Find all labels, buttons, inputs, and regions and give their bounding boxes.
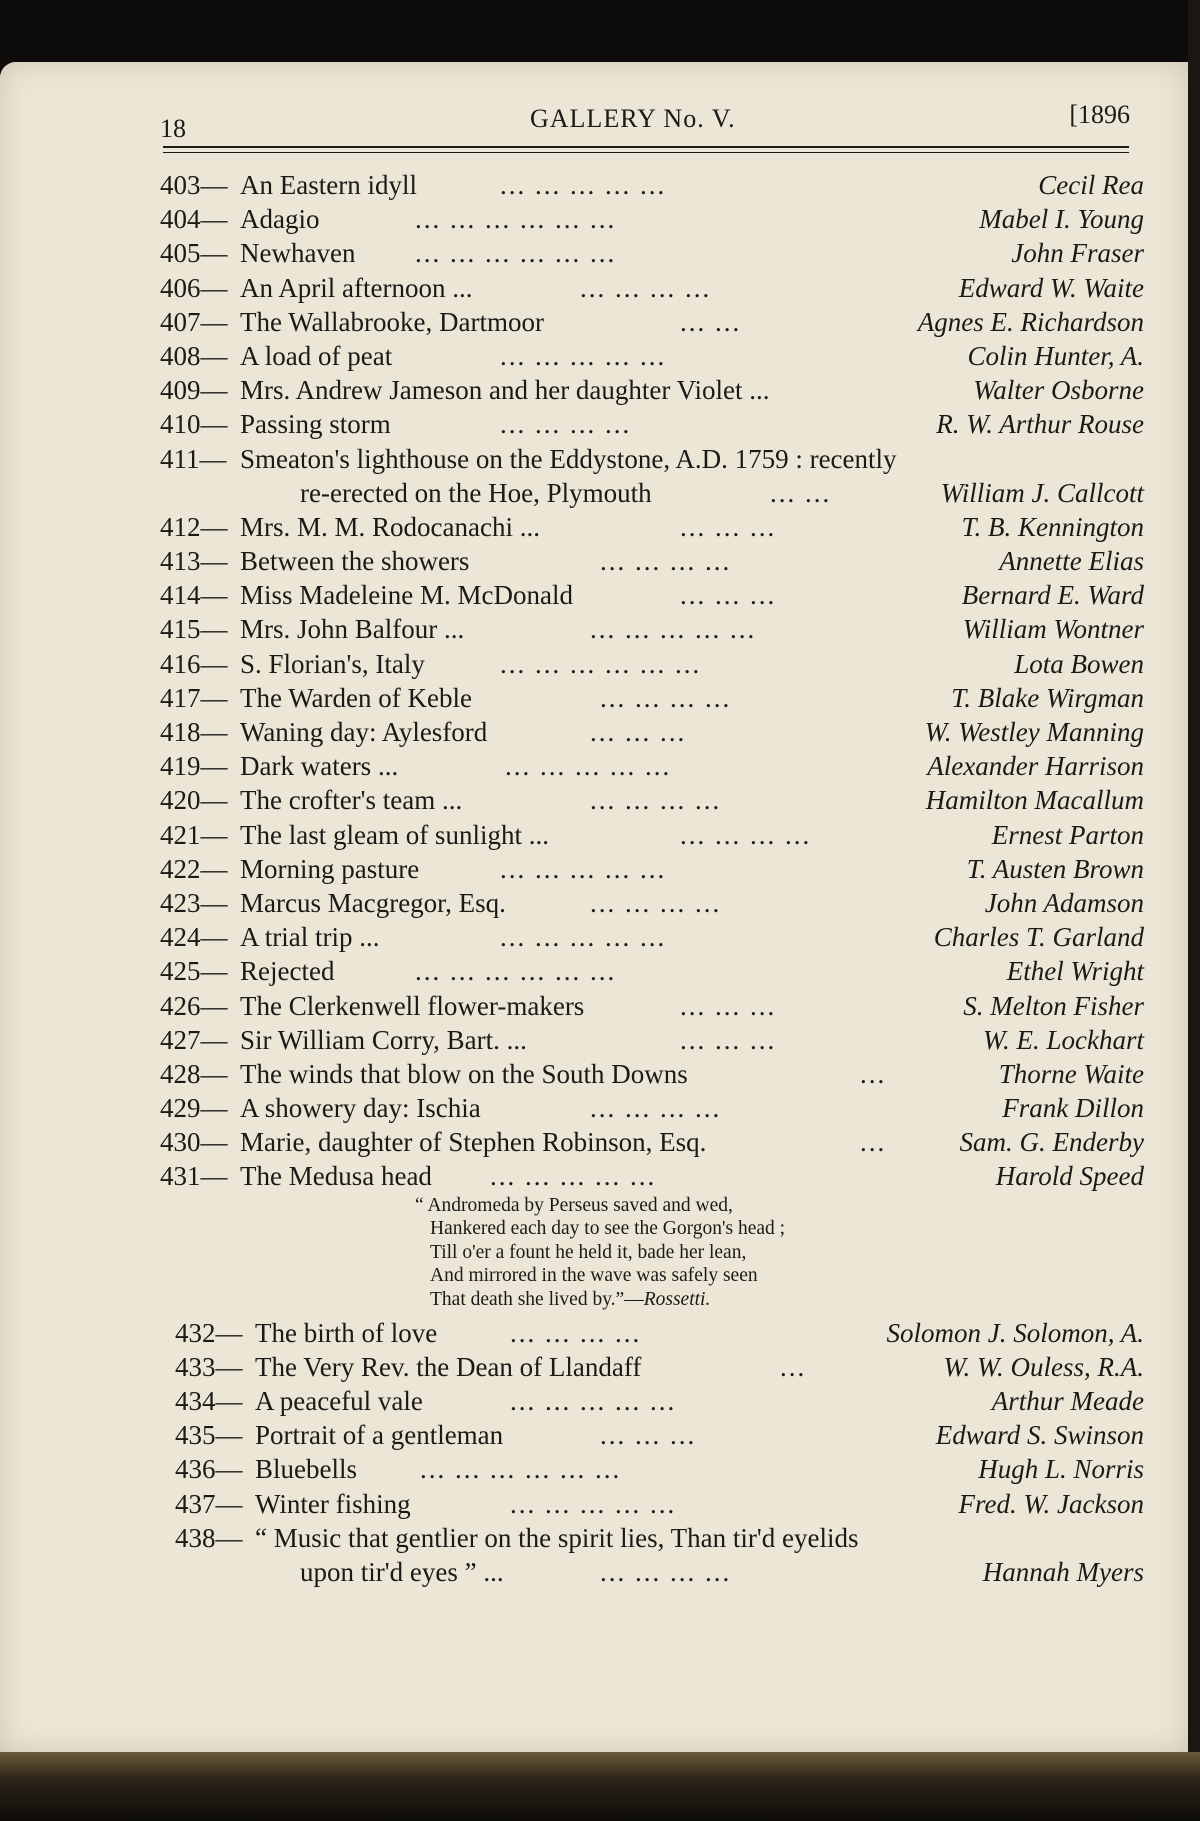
entry-artist: Thorne Waite <box>998 1058 1144 1089</box>
entry-row <box>160 339 1144 373</box>
entry-title: A peaceful vale <box>255 1386 423 1416</box>
entry-title: Passing storm <box>240 409 391 440</box>
leader-dots: ... ... ... ... ... <box>505 751 672 782</box>
leader-dots: ... ... ... ... <box>590 887 722 918</box>
entry-number: 416— <box>160 648 228 679</box>
entry-title: The Clerkenwell flower-makers <box>240 990 585 1021</box>
leader-dots: ... ... ... ... <box>680 819 812 850</box>
entry-row <box>160 1159 1144 1193</box>
entry-artist: Hamilton Macallum <box>925 785 1144 816</box>
entry-row <box>160 1316 1144 1350</box>
entry-title: The crofter's team ... <box>240 785 463 816</box>
entry-row <box>160 989 1144 1023</box>
entry-title: “ Music that gentlier on the spirit lies, Than tir'd eyelids <box>255 1522 859 1553</box>
leader-dots: ... ... ... <box>590 717 687 747</box>
entry-number: 421— <box>160 819 228 850</box>
entry-number: 419— <box>160 751 228 782</box>
entry-title: An Eastern idyll <box>240 170 417 200</box>
entry-title-continued: re-erected on the Hoe, Plymouth <box>300 477 652 508</box>
entry-artist: W. Westley Manning <box>924 717 1144 747</box>
entry-list <box>160 168 1144 1589</box>
entry-number: 406— <box>160 272 228 303</box>
entry-artist: T. B. Kennington <box>961 511 1144 542</box>
entry-title: The Warden of Keble <box>240 682 472 713</box>
leader-dots: ... ... ... ... ... <box>490 1161 657 1192</box>
entry-number: 432— <box>175 1317 243 1348</box>
entry-artist: William Wontner <box>962 614 1144 645</box>
entry-number: 435— <box>175 1420 243 1451</box>
entry-number: 434— <box>175 1386 243 1416</box>
entry-row <box>160 612 1144 646</box>
entry-row <box>160 886 1144 920</box>
entry-number: 429— <box>160 1093 228 1124</box>
leader-dots: ... ... ... <box>680 1024 777 1055</box>
leader-dots: ... ... ... ... <box>590 1093 722 1124</box>
entry-title: The last gleam of sunlight ... <box>240 819 549 850</box>
leader-dots: ... <box>860 1058 887 1089</box>
entry-title: Bluebells <box>255 1454 357 1485</box>
entry-row <box>160 168 1144 202</box>
entry-artist: Charles T. Garland <box>933 922 1144 953</box>
entry-number: 427— <box>160 1024 228 1055</box>
entry-row <box>160 476 1144 510</box>
entry-row <box>160 236 1144 270</box>
entry-number: 436— <box>175 1454 243 1485</box>
entry-number: 423— <box>160 887 228 918</box>
entry-row <box>160 1091 1144 1125</box>
entry-artist: John Fraser <box>1011 238 1144 269</box>
entry-title: Rejected <box>240 956 335 987</box>
entry-title: A load of peat <box>240 340 393 371</box>
entry-row <box>160 1125 1144 1159</box>
entry-artist: Colin Hunter, A. <box>967 340 1144 371</box>
entry-artist: Hugh L. Norris <box>978 1454 1144 1485</box>
entry-artist: S. Melton Fisher <box>963 990 1144 1021</box>
entry-row <box>160 510 1144 544</box>
gallery-title: GALLERY No. V. <box>530 104 736 133</box>
entry-title: Sir William Corry, Bart. ... <box>240 1024 527 1055</box>
entry-row <box>160 1555 1144 1589</box>
leader-dots: ... ... ... ... <box>510 1317 642 1348</box>
entry-number: 414— <box>160 580 228 611</box>
entry-number: 426— <box>160 990 228 1021</box>
entry-row <box>160 852 1144 886</box>
entry-artist: Harold Speed <box>995 1161 1144 1192</box>
verse-line: Till o'er a fount he held it, bade her lean, <box>430 1241 747 1263</box>
entry-artist: Alexander Harrison <box>927 751 1144 782</box>
entry-number: 408— <box>160 340 228 371</box>
entry-row <box>160 578 1144 612</box>
entry-title: Between the showers <box>240 546 470 577</box>
entry-artist: R. W. Arthur Rouse <box>936 409 1144 440</box>
entry-artist: Cecil Rea <box>1038 170 1144 200</box>
entry-number: 424— <box>160 922 228 953</box>
verse-line <box>430 1288 1144 1312</box>
leader-dots: ... <box>780 1351 807 1382</box>
leader-dots: ... ... ... ... ... ... <box>415 956 617 987</box>
entry-title: Newhaven <box>240 238 356 269</box>
entry-title: Morning pasture <box>240 853 420 884</box>
entry-title: S. Florian's, Italy <box>240 648 425 679</box>
year-label: [1896 <box>1069 100 1130 129</box>
entry-artist: Solomon J. Solomon, A. <box>886 1317 1144 1348</box>
entry-artist: W. E. Lockhart <box>983 1024 1144 1055</box>
entry-title: Adagio <box>240 204 320 235</box>
entry-artist: Annette Elias <box>999 546 1144 577</box>
verse-line: And mirrored in the wave was safely seen <box>430 1265 758 1287</box>
entry-number: 411— <box>160 443 227 474</box>
entry-number: 407— <box>160 306 228 337</box>
entry-title: Marie, daughter of Stephen Robinson, Esq. <box>240 1127 707 1158</box>
entry-row <box>160 1057 1144 1091</box>
entry-artist: Hannah Myers <box>982 1556 1144 1587</box>
entry-row <box>160 783 1144 817</box>
entry-title: Miss Madeleine M. McDonald <box>240 580 573 611</box>
leader-dots: ... ... ... <box>680 990 777 1021</box>
entry-number: 433— <box>175 1351 243 1382</box>
entry-number: 428— <box>160 1058 228 1089</box>
entry-row <box>160 544 1144 578</box>
entry-row <box>160 202 1144 236</box>
page-number: 18 <box>160 114 186 143</box>
entry-artist: Arthur Meade <box>991 1386 1144 1416</box>
entry-number: 422— <box>160 853 228 884</box>
entry-row <box>160 442 1144 476</box>
leader-dots: ... ... ... ... ... <box>500 853 667 884</box>
entry-row <box>160 305 1144 339</box>
entry-number: 405— <box>160 238 228 269</box>
header-rule <box>163 146 1129 153</box>
leader-dots: ... ... ... <box>680 580 777 611</box>
entry-number: 418— <box>160 717 228 747</box>
entry-title: Marcus Macgregor, Esq. <box>240 887 506 918</box>
entry-artist: T. Austen Brown <box>966 853 1144 884</box>
book-bottom-edge <box>0 1752 1200 1821</box>
entry-artist: Sam. G. Enderby <box>959 1127 1144 1158</box>
leader-dots: ... ... ... <box>680 511 777 542</box>
entry-row <box>160 749 1144 783</box>
entry-number: 410— <box>160 409 228 440</box>
leader-dots: ... ... ... ... ... <box>510 1488 677 1519</box>
entry-artist: Ernest Parton <box>991 819 1144 850</box>
entry-title: Waning day: Aylesford <box>240 717 488 747</box>
entry-title: Portrait of a gentleman <box>255 1420 504 1451</box>
entry-row <box>160 1023 1144 1057</box>
entry-artist: Edward W. Waite <box>958 272 1144 303</box>
entry-number: 430— <box>160 1127 228 1158</box>
entry-title-continued: upon tir'd eyes ” ... <box>300 1556 504 1587</box>
entry-artist: Edward S. Swinson <box>935 1420 1144 1451</box>
verse-line: Hankered each day to see the Gorgon's head ; <box>430 1218 786 1240</box>
entry-artist: Agnes E. Richardson <box>917 306 1144 337</box>
entry-artist: Bernard E. Ward <box>961 580 1144 611</box>
leader-dots: ... ... ... ... <box>500 409 632 440</box>
entry-row <box>160 1452 1144 1486</box>
leader-dots: ... ... ... ... ... <box>590 614 757 645</box>
entry-number: 404— <box>160 204 228 235</box>
entry-artist: W. W. Ouless, R.A. <box>943 1351 1144 1382</box>
entry-row <box>160 1487 1144 1521</box>
entry-number: 437— <box>175 1488 243 1519</box>
entry-number: 431— <box>160 1161 228 1192</box>
entry-row <box>160 647 1144 681</box>
entry-row <box>160 715 1144 749</box>
leader-dots: ... ... ... ... ... <box>500 922 667 953</box>
entry-artist: Walter Osborne <box>973 375 1144 406</box>
leader-dots: ... ... ... ... ... ... <box>415 238 617 269</box>
entry-row <box>160 407 1144 441</box>
leader-dots: ... ... ... ... <box>600 1556 732 1587</box>
entry-title: Mrs. Andrew Jameson and her daughter Violet ... <box>240 375 770 406</box>
entry-artist: Mabel I. Young <box>979 204 1144 235</box>
entry-row <box>160 681 1144 715</box>
book-edge <box>1188 0 1200 1821</box>
entry-title: The birth of love <box>255 1317 438 1348</box>
leader-dots: ... ... ... <box>600 1420 697 1451</box>
entry-row <box>160 1418 1144 1452</box>
entry-number: 413— <box>160 546 228 577</box>
entry-title: The Very Rev. the Dean of Llandaff <box>255 1351 642 1382</box>
entry-title: Smeaton's lighthouse on the Eddystone, A.D. 1759 : recently <box>240 443 897 474</box>
verse-line: “ Andromeda by Perseus saved and wed, <box>415 1194 733 1216</box>
running-header <box>160 100 1130 143</box>
leader-dots: ... ... <box>770 477 832 508</box>
entry-number: 417— <box>160 682 228 713</box>
entry-artist: Frank Dillon <box>1002 1093 1144 1124</box>
leader-dots: ... <box>860 1127 887 1158</box>
leader-dots: ... ... ... ... <box>600 546 732 577</box>
entry-artist: Fred. W. Jackson <box>958 1488 1144 1519</box>
leader-dots: ... ... ... ... <box>600 682 732 713</box>
entry-title: Mrs. M. M. Rodocanachi ... <box>240 511 540 542</box>
entry-title: The winds that blow on the South Downs <box>240 1058 688 1089</box>
verse-source: Rossetti. <box>643 1288 711 1310</box>
entry-title: A trial trip ... <box>240 922 380 953</box>
entry-number: 420— <box>160 785 228 816</box>
entry-row <box>160 271 1144 305</box>
entry-artist: William J. Callcott <box>940 477 1144 508</box>
leader-dots: ... ... ... ... ... ... <box>420 1454 622 1485</box>
leader-dots: ... ... ... ... ... <box>500 340 667 371</box>
entry-row <box>160 954 1144 988</box>
entry-row <box>160 920 1144 954</box>
entry-number: 409— <box>160 375 228 406</box>
entry-title: An April afternoon ... <box>240 272 473 303</box>
entry-artist: John Adamson <box>984 887 1144 918</box>
entry-row <box>160 1384 1144 1418</box>
entry-title: A showery day: Ischia <box>240 1093 481 1124</box>
entry-title: Dark waters ... <box>240 751 399 782</box>
leader-dots: ... ... ... ... <box>590 785 722 816</box>
entry-artist: T. Blake Wirgman <box>951 682 1144 713</box>
verse-text: That death she lived by.”— <box>430 1288 644 1310</box>
entry-title: The Wallabrooke, Dartmoor <box>240 306 544 337</box>
leader-dots: ... ... ... ... ... ... <box>500 648 702 679</box>
entry-title: Winter fishing <box>255 1488 411 1519</box>
entry-row <box>160 1350 1144 1384</box>
entry-number: 403— <box>160 170 228 200</box>
entry-row <box>160 818 1144 852</box>
entry-title: Mrs. John Balfour ... <box>240 614 465 645</box>
leader-dots: ... ... ... ... ... <box>500 170 667 200</box>
entry-row <box>160 373 1144 407</box>
entry-number: 412— <box>160 511 228 542</box>
verse-quotation <box>415 1194 1144 1316</box>
entry-number: 438— <box>175 1522 243 1553</box>
entry-row <box>160 1521 1144 1555</box>
leader-dots: ... ... ... ... ... ... <box>415 204 617 235</box>
leader-dots: ... ... ... ... <box>580 272 712 303</box>
leader-dots: ... ... ... ... ... <box>510 1386 677 1416</box>
leader-dots: ... ... <box>680 306 742 337</box>
entry-title: The Medusa head <box>240 1161 432 1192</box>
entry-number: 415— <box>160 614 228 645</box>
entry-artist: Ethel Wright <box>1006 956 1144 987</box>
entry-number: 425— <box>160 956 228 987</box>
entry-artist: Lota Bowen <box>1014 648 1144 679</box>
